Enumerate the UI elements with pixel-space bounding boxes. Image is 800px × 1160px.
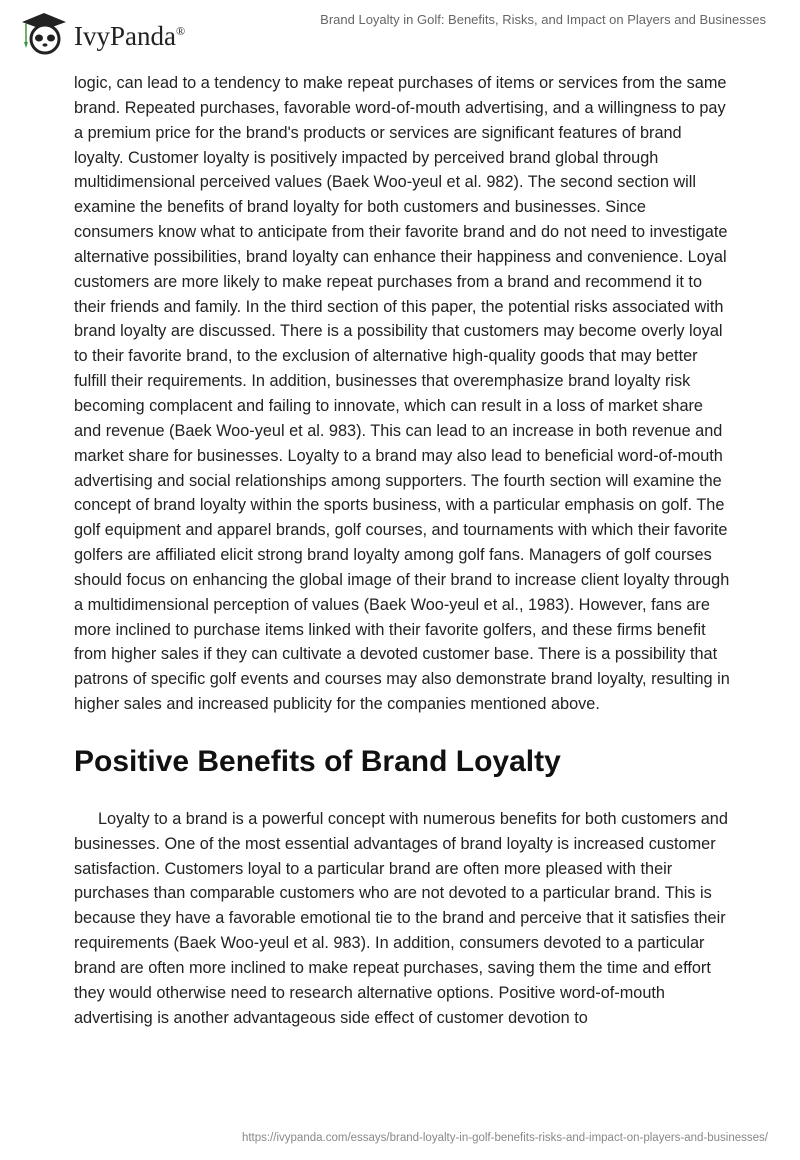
page-url[interactable]: https://ivypanda.com/essays/brand-loyalty-in-golf-benefits-risks-and-impact-on-players-and-businesses/ [241, 1132, 768, 1144]
paragraph: Loyalty to a brand is a powerful concept with numerous benefits for both customers and businesses. One of the most essential advantages of brand loyalty is increased customer satisfaction. Customers loyal to a particular brand are often more pleased with their purchases than comparable customers who are not devoted to a particular brand. This is because they have a favorable emotional tie to the brand and perceive that it satisfies their requirements (Baek Woo-yeul et al. 983). In addition, consumers devoted to a particular brand are often more inclined to make repeat purchases, saving them the time and effort they would otherwise need to research alternative options. Positive word-of-mouth advertising is another advantageous side effect of customer devotion to [74, 809, 728, 1027]
section-heading: Positive Benefits of Brand Loyalty [74, 744, 561, 778]
document-title: Brand Loyalty in Golf: Benefits, Risks, and Impact on Players and Businesses [320, 12, 766, 27]
panda-graduate-icon [18, 10, 72, 56]
essay-body [74, 71, 730, 1031]
ivypanda-logo[interactable] [18, 10, 185, 56]
paragraph: logic, can lead to a tendency to make repeat purchases of items or services from the same brand. Repeated purchases, favorable word-of-mouth advertising, and a willingness to pay a premium price for the brand's products or services are significant features of brand loyalty. Customer loyalty is positively impacted by perceived brand global through multidimensional perceived values (Baek Woo-yeul et al. 982). The second section will examine the benefits of brand loyalty for both customers and businesses. Since consumers know what to anticipate from their favorite brand and do not need to investigate alternative possibilities, brand loyalty can enhance their happiness and convenience. Loyal customers are more likely to make repeat purchases from a brand and recommend it to their friends and family. In the third section of this paper, the potential risks associated with brand loyalty are discussed. There is a possibility that customers may become overly loyal to their favorite brand, to the exclusion of alternative high-quality goods that may better fulfill their requirements. In addition, businesses that overemphasize brand loyalty risk becoming complacent and failing to innovate, which can result in a loss of market share and revenue (Baek Woo-yeul et al. 983). This can lead to an increase in both revenue and market share for businesses. Loyalty to a brand may also lead to beneficial word-of-mouth advertising and social relationships among supporters. The fourth section will examine the concept of brand loyalty within the sports business, with a particular emphasis on golf. The golf equipment and apparel brands, golf courses, and tournaments with which their favorite golfers are affiliated elicit strong brand loyalty among golf fans. Managers of golf courses should focus on enhancing the global image of their brand to increase client loyalty through a multidimensional perception of values (Baek Woo-yeul et al., 1983). However, fans are more inclined to purchase items linked with their favorite golfers, and these firms benefit from higher sales if they can cultivate a devoted customer base. There is a possibility that patrons of specific golf events and courses may also demonstrate brand loyalty, resulting in higher sales and increased publicity for the companies mentioned above. [74, 74, 730, 714]
logo-text: IvyPanda® [74, 20, 186, 51]
